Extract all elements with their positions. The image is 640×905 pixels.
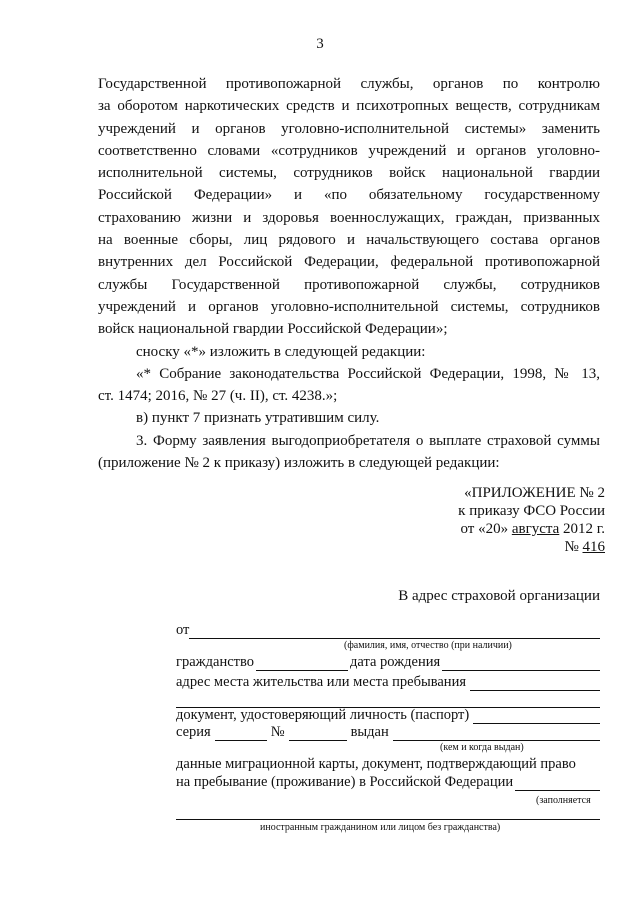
migration-field[interactable] <box>515 776 600 791</box>
number-label: № <box>270 724 285 740</box>
text-line: на военные сборы, лиц рядового и начальствующего состава органов <box>98 232 600 249</box>
text-line: службы Государственной противопожарной службы, сотрудников <box>98 276 600 293</box>
birthdate-field[interactable] <box>442 656 600 671</box>
document-label: документ, удостоверяющий личность (паспорт) <box>176 707 470 723</box>
clause-v: в) пункт 7 признать утратившим силу. <box>136 410 380 427</box>
text-line: соответственно словами «сотрудников учреждений и органов уголовно- <box>98 142 600 159</box>
text-line: Российской Федерации» и «по обязательному государственному <box>98 187 600 204</box>
from-field[interactable] <box>189 624 600 639</box>
migration-row-1 <box>176 756 576 773</box>
document-field[interactable] <box>473 709 600 724</box>
issued-hint: (кем и когда выдан) <box>440 742 524 753</box>
text-line: исполнительной системы, сотрудников войск национальной гвардии <box>98 165 600 182</box>
page-number: 3 <box>316 36 324 52</box>
series-row <box>176 724 600 741</box>
appendix-date: от «20» августа 2012 г. <box>460 521 605 537</box>
document-row <box>176 707 600 724</box>
footnote-text: ст. 1474; 2016, № 27 (ч. II), ст. 4238.»; <box>98 388 338 405</box>
clause-3-continuation: (приложение № 2 к приказу) изложить в следующей редакции: <box>98 455 500 472</box>
migration-text: данные миграционной карты, документ, подтверждающий право <box>176 756 576 772</box>
appendix-header <box>430 484 605 556</box>
series-label: серия <box>176 724 211 740</box>
citizenship-row <box>176 654 600 671</box>
text-line: войск национальной гвардии Российской Федерации»; <box>98 321 448 338</box>
text-line: внутренних дел Российской Федерации, федеральной противопожарной <box>98 254 600 271</box>
text-line: учреждений и органов уголовно-исполнительной системы, сотрудников <box>98 298 600 315</box>
residence-label: адрес места жительства или места пребывания <box>176 674 466 690</box>
from-hint: (фамилия, имя, отчество (при наличии) <box>344 640 512 651</box>
paragraph-continuation <box>98 73 600 474</box>
citizenship-label: гражданство <box>176 654 254 670</box>
migration-text: на пребывание (проживание) в Российской Федерации <box>176 774 514 790</box>
appendix-number: № 416 <box>564 539 605 555</box>
fill-hint: иностранным гражданином или лицом без гражданства) <box>260 822 501 833</box>
from-label: от <box>176 622 190 638</box>
citizenship-field[interactable] <box>256 656 348 671</box>
footnote-text: «* Собрание законодательства Российской Федерации, 1998, № 13, <box>136 365 600 382</box>
birthdate-label: дата рождения <box>350 654 441 670</box>
series-field[interactable] <box>215 726 267 741</box>
text-line: учреждений и органов уголовно-исполнительной системы» заменить <box>98 120 600 137</box>
issued-label: выдан <box>350 724 389 740</box>
text-line: страхованию жизни и здоровья военнослужащих, граждан, призванных <box>98 209 600 226</box>
address-line: В адрес страховой организации <box>398 588 600 604</box>
text-line: за оборотом наркотических средств и психотропных веществ, сотрудникам <box>98 98 600 115</box>
appendix-title: «ПРИЛОЖЕНИЕ № 2 <box>464 485 605 501</box>
number-field[interactable] <box>289 726 347 741</box>
residence-field[interactable] <box>470 676 600 691</box>
text-line: Государственной противопожарной службы, органов по контролю <box>98 76 600 92</box>
from-row <box>176 622 600 639</box>
residence-row <box>176 674 600 691</box>
footnote-instruction: сноску «*» изложить в следующей редакции: <box>136 343 426 360</box>
migration-field-line2[interactable] <box>176 819 600 820</box>
issued-field[interactable] <box>393 726 600 741</box>
clause-3: 3. Форму заявления выгодоприобретателя о выплате страховой суммы <box>136 432 600 449</box>
fill-hint: (заполняется <box>536 795 591 806</box>
migration-row-2 <box>176 774 600 791</box>
appendix-order: к приказу ФСО России <box>458 503 605 519</box>
